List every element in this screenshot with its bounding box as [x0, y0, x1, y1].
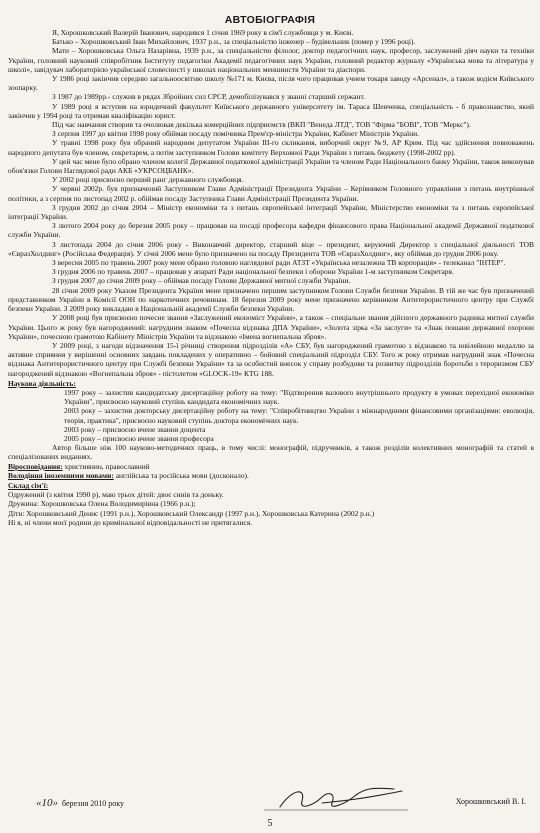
bio-paragraph: З грудня 2006 по травень 2007 – працював у апараті Ради національної безпеки і оборони України 1-м заступником Секретаря. — [52, 267, 454, 277]
document-title: АВТОБІОГРАФІЯ — [224, 14, 316, 26]
bio-paragraph: У 1989 році я вступив на юридичний факультет Київського державного університету ім. Тараса Шевченка, спеціальність - б правознавство, який закінчив у 1994 році та отримав кваліфікацію юрист. — [8, 101, 534, 120]
degrees-heading: Наукова діяльність: — [8, 378, 76, 388]
bio-paragraph: З грудня 2007 до січня 2009 року – обіймав посаду Голови Державної митної служби України. — [52, 276, 351, 286]
bio-paragraph: 28 січня 2009 року Указом Президента України мене призначено першим заступником Голови Служби безпеки України. В тій же час був призначений представником України в Комісії ООН по наркотичних речовинам. 18 березня 2009 року мене призначено керівником Антитерористичного центру при Службі безпеки України. З 2009 року викладаю в Національній академії Служби безпеки України. — [8, 285, 534, 314]
date-rest: березня 2010 року — [62, 799, 125, 808]
bio-paragraph: З вересня 2005 по травень 2007 року мене обрано головою наглядової ради АТЗТ «Українська незалежна ТВ корпорація» - телеканал "ІНТЕР". — [52, 258, 506, 268]
bio-paragraph: Мати – Хорошковська Ольга Назарівна, 1939 р.н., за спеціальністю філолог, доктор педагогічних наук, професор, заслужений діяч науки та техніки України, головний науковий співробітник Інституту педагогіки Академії педагогічних наук України, головний редактор журналу «Українська мова та література у школі», завідувач лабораторією української словесності у школах національних меншинств України та діаспори. — [8, 46, 534, 74]
languages-value: англійська та російська мови (досконало). — [113, 470, 249, 480]
works-paragraph: Автор більше ніж 100 науково-методичних праць, в тому числі: монографій, підручників, а також розділів колективних монографій та статей в спеціалізованих виданнях. — [8, 443, 534, 462]
document-body — [8, 28, 534, 527]
date-day: «10» — [36, 797, 58, 809]
family-item: Дружина: Хорошковська Олена Володимирівна (1966 р.н.); — [8, 499, 196, 509]
family-heading: Склад сім'ї: — [8, 480, 49, 490]
bio-paragraph: З серпня 1997 до квітня 1998 року обіймав посаду помічника Прем'єр-міністра України, Кабінет Міністрів України. — [52, 129, 420, 139]
page-number: 5 — [267, 818, 273, 829]
religion-value: християнин, православний — [62, 461, 150, 471]
bio-paragraph: Я, Хорошковський Валерій Іванович, народився 1 січня 1969 року в сім'ї службовця у м. Києві. — [52, 28, 354, 37]
degree-item: 2003 року – присвоєно вчене звання доцента — [64, 424, 206, 434]
languages-label: Володіння іноземними мовами: — [8, 470, 114, 480]
bio-paragraph: З 1987 до 1989рр.- служив в рядах Збройних сил СРСР, демобілізувався у званні старший сержант. — [52, 92, 365, 102]
degree-item: 2003 року – захистив докторську дисертаційну роботу на тему: "Співробітництво України з міжнародними фінансовими організаціями: еволюція, теорія, практика", присвоєно науковий ступінь доктора економічних наук. — [64, 406, 534, 425]
religion-line — [8, 462, 534, 471]
bio-paragraph: Батько – Хорошковський Іван Михайлович, 1937 р.н., за спеціальністю інженер – будівельник (помер у 1996 році). — [52, 37, 416, 47]
biography-paragraphs — [8, 28, 534, 378]
bio-paragraph: З листопада 2004 до січня 2006 року - Виконавчий директор, старший віце – президент, керуючий Директор з спеціальної діяльності ТОВ «ЄвразХолдинг» (Російська Федерація). У січні 2006 мене було призначено на посаду Президента ТОВ «ЄвразХолдинг», яку обіймав до грудня 2006 року. — [8, 239, 534, 258]
signer-name: Хорошковський В. І. — [455, 797, 526, 806]
bio-paragraph: У цей час мене було обрано членом колегії Державної податкової адміністрації України та членом Ради Національного банку України, також виконував обов'язки Голови Наглядової ради АКБ «УКРСОЦБАНК». — [8, 156, 534, 176]
signature-block — [36, 793, 526, 817]
bio-paragraph: У 2008 році був присвоєно почесне звання «Заслужений економіст України», а також – спеціальне звання дійсного державного радника митної служби України. Цього ж року був нагороджений: нагрудним знаком «Почесна відзнака ДПА України», «Золота зірка «За заслуги» та «Знак пошани державної охорони України», почесною грамотою Кабінету Міністрів України та відзнакою «Імена вогнепальна зброя». — [8, 313, 534, 341]
degree-item: 2005 року – присвоєно вчене звання професора — [64, 433, 214, 443]
bio-paragraph: У червні 2002р. був призначений Заступником Глави Адміністрації Президента України – Керівником Головного управління з питань внутрішньої політики, а з серпня по листопад 2002 р. обіймав посаду Заступника Глави Адміністрації Президента України. — [8, 184, 534, 203]
bio-paragraph: У 2009 році, з нагоди відзначення 15-ї річниці створення підрозділів «А» СБУ, був нагороджений грамотою з відзнакою та ювілейною медаллю за активне сприяння у вирішенні основних завдань покладених у оперативно – бойовий спеціальний підрозділ СБУ. Того ж року отримав нагрудний знак «Почесна відзнака Антитерористичного центру при Службі безпеки України» та за особистий внесок у справу розбудови та розвитку підрозділів боротьби з тероризмом СБУ нагороджений відзнакою «Вогнепальна зброя» - пістолетом «GLOCK-19» КТG 188. — [8, 340, 534, 378]
bio-paragraph: У 1986 році закінчив середню загальноосвітню школу №171 м. Києва, після чого працював учнем токаря заводу «Арсенал», а також водієм Київського зоопарку. — [8, 74, 534, 93]
bio-paragraph: З грудня 2002 до січня 2004 – Міністр економіки та з питань європейської інтеграції України, Міністерство економіки та з питань європейської інтеграції України. — [8, 202, 534, 222]
handwritten-signature — [262, 783, 412, 817]
bio-paragraph: Під час навчання створив та очолював декілька комерційних підприємств (ВКП "Венеда ЛТД", ТОВ "Фірма "БОВІ", ТОВ "Меркс"). — [52, 120, 471, 130]
bio-paragraph: У 2002 році присвоєно перший ранг державного службовця. — [52, 175, 244, 185]
family-item: Діти: Хорошковський Денис (1991 р.н.), Хорошковський Олександр (1997 р.н.), Хорошковська Катерина (2002 р.н.) — [8, 508, 375, 518]
degree-item: 1997 року – захистив кандидатську дисертаційну роботу на тему: "Відтворення валового внутрішнього продукту в умовах перехідної економіки України", присвоєно науковий ступінь кандидата економічних наук. — [64, 387, 534, 407]
languages-line — [8, 471, 534, 480]
bio-paragraph: З лютого 2004 року до березня 2005 року – працював на посаді професора кафедри фінансового права Національної академії Державної податкової служби України. — [8, 221, 534, 240]
family-item: Одружений (з квітня 1990 р), маю трьох дітей: двоє синів та доньку. — [8, 490, 224, 500]
signature-date — [36, 797, 124, 809]
religion-label: Віросповідання: — [8, 461, 63, 471]
bio-paragraph: У травні 1998 року був обраний народним депутатом України III-го скликання, виборчий округ №9, АР Крим. Під час здійснення повноважень народного депутата був членом, секретарем, а потім заступником Голови комітету Верховної Ради України з питань бюджету (1998-2002 рр). — [8, 138, 534, 157]
family-item: Ні я, ні члени моєї родини до кримінальної відповідальності не притягалися. — [8, 517, 253, 527]
